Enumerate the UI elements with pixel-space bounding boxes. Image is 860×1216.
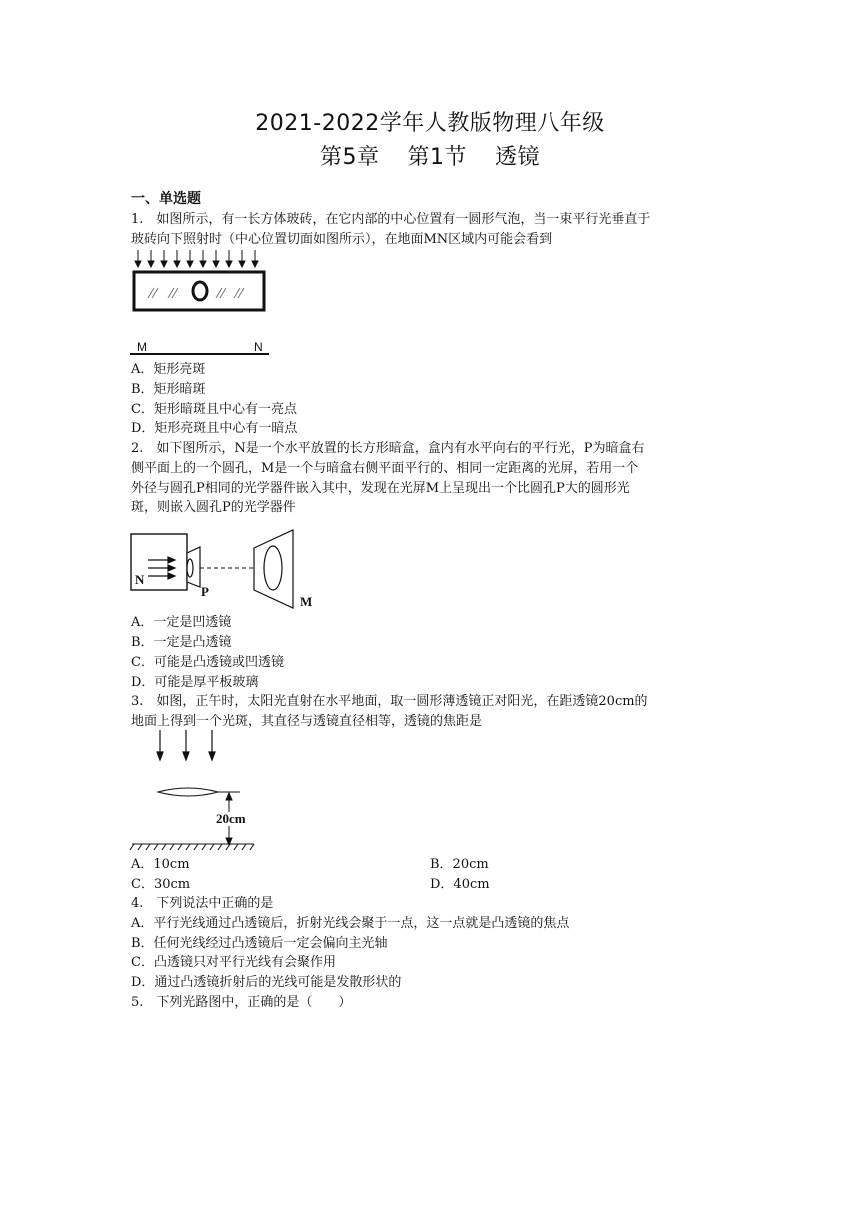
q4-option-b[interactable]: B．任何光线经过凸透镜后一定会偏向主光轴 bbox=[131, 936, 388, 951]
arrow-4 bbox=[174, 250, 180, 267]
arrow-2 bbox=[148, 250, 154, 267]
screen-m bbox=[254, 530, 293, 608]
sunlight-arrows bbox=[157, 730, 215, 760]
q3-option-a[interactable]: A．10cm bbox=[131, 857, 190, 872]
q3-option-c[interactable]: C．30cm bbox=[131, 877, 191, 892]
arrow-7 bbox=[213, 250, 219, 267]
q2-text-line2: 侧平面上的一个圆孔，M是一个与暗盒右侧平面平行的、相同一定距离的光屏，若用一个 bbox=[131, 461, 639, 476]
q2-figure bbox=[128, 526, 328, 614]
q1-option-c[interactable]: C．矩形暗斑且中心有一亮点 bbox=[131, 402, 297, 417]
q4-text-line1: 4. 下列说法中正确的是 bbox=[131, 896, 274, 911]
chapter-label: 第5章 bbox=[319, 145, 380, 170]
air-bubble bbox=[193, 282, 207, 300]
q1-option-a[interactable]: A．矩形亮斑 bbox=[131, 362, 206, 377]
arrow-3 bbox=[161, 250, 167, 267]
q2-text-line4: 斑，则嵌入圆孔P的光学器件 bbox=[131, 500, 296, 515]
q3-text-line2: 地面上得到一个光斑，其直径与透镜直径相等，透镜的焦距是 bbox=[131, 714, 483, 729]
q4-option-d[interactable]: D．通过凸透镜折射后的光线可能是发散形状的 bbox=[131, 975, 402, 990]
label-n: N bbox=[254, 340, 263, 354]
q1-figure bbox=[128, 248, 278, 358]
section-heading: 一、单选题 bbox=[131, 191, 201, 207]
label-m: M bbox=[137, 340, 147, 354]
document-title: 2021-2022学年人教版物理八年级 bbox=[255, 111, 605, 136]
q1-text-line1: 1. 如图所示，有一长方体玻砖，在它内部的中心位置有一圆形气泡，当一束平行光垂直于 bbox=[131, 212, 651, 227]
q1-option-b[interactable]: B．矩形暗斑 bbox=[131, 382, 206, 397]
q4-option-c[interactable]: C．凸透镜只对平行光线有会聚作用 bbox=[131, 955, 336, 970]
q2-option-d[interactable]: D．可能是厚平板玻璃 bbox=[131, 675, 259, 690]
aperture-p bbox=[187, 547, 200, 587]
label-m: M bbox=[300, 594, 313, 609]
arrow-5 bbox=[187, 250, 193, 267]
ground-hatch bbox=[130, 844, 254, 850]
q5-text-line1: 5. 下列光路图中，正确的是（ ） bbox=[131, 995, 352, 1010]
q3-option-b[interactable]: B．20cm bbox=[430, 857, 489, 872]
q4-option-a[interactable]: A．平行光线通过凸透镜后，折射光线会聚于一点，这一点就是凸透镜的焦点 bbox=[131, 916, 570, 931]
q2-option-c[interactable]: C．可能是凸透镜或凹透镜 bbox=[131, 655, 284, 670]
arrow-9 bbox=[239, 250, 245, 267]
arrow-6 bbox=[200, 250, 206, 267]
q2-text-line1: 2. 如下图所示，N是一个水平放置的长方形暗盒，盒内有水平向右的平行光，P为暗盒右 bbox=[131, 441, 645, 456]
q3-figure bbox=[128, 728, 268, 854]
topic-label: 透镜 bbox=[494, 145, 540, 170]
arrow-8 bbox=[226, 250, 232, 267]
q1-option-d[interactable]: D．矩形亮斑且中心有一暗点 bbox=[131, 421, 298, 436]
q2-option-b[interactable]: B．一定是凸透镜 bbox=[131, 635, 232, 650]
distance-label: 20cm bbox=[216, 811, 246, 826]
arrow-1 bbox=[135, 250, 141, 267]
q2-text-line3: 外径与圆孔P相同的光学器件嵌入其中，发现在光屏M上呈现出一个比圆孔P大的圆形光 bbox=[131, 481, 630, 496]
chapter-title bbox=[0, 140, 860, 171]
q3-option-d[interactable]: D．40cm bbox=[430, 877, 490, 892]
parallel-light-arrows bbox=[135, 250, 258, 267]
label-n: N bbox=[135, 572, 145, 587]
q1-text-line2: 玻砖向下照射时（中心位置切面如图所示），在地面MN区域内可能会看到 bbox=[131, 232, 553, 247]
section-label: 第1节 bbox=[407, 145, 467, 170]
q2-option-a[interactable]: A．一定是凹透镜 bbox=[131, 615, 232, 630]
lens bbox=[158, 788, 218, 796]
q3-text-line1: 3. 如图，正午时，太阳光直射在水平地面，取一圆形薄透镜正对阳光，在距透镜20cm的 bbox=[131, 694, 648, 709]
box-light-arrows bbox=[148, 557, 175, 579]
label-p: P bbox=[201, 584, 209, 599]
arrow-10 bbox=[252, 250, 258, 267]
